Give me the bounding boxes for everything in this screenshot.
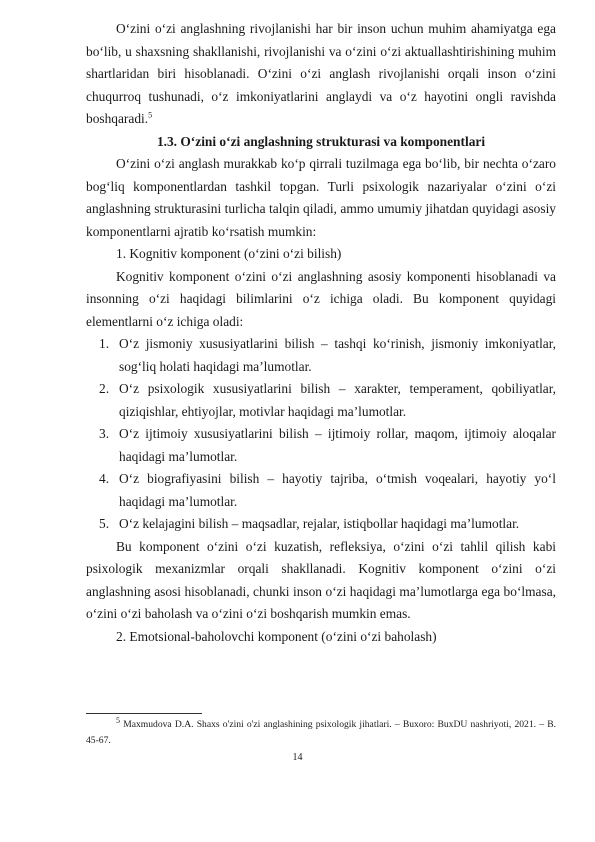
list-item-number: 2. <box>99 381 110 396</box>
list-item-text: O‘z biografiyasini bilish – hayotiy tajriba, o‘tmish voqealari, hayotiy yo‘l haqidagi ma’lumotlar. <box>119 471 556 509</box>
list-item-text: O‘z jismoniy xususiyatlarini bilish – tashqi ko‘rinish, jismoniy imkoniyatlar, sog‘liq holati haqidagi ma’lumotlar. <box>119 336 556 374</box>
section-heading: 1.3. O‘zini o‘zi anglashning strukturasi va komponentlari <box>156 133 486 149</box>
page-body <box>86 18 556 648</box>
footnote-divider <box>86 713 202 714</box>
list-item <box>86 468 556 513</box>
footnote-marker: 5 <box>116 715 120 725</box>
footnote <box>86 717 556 749</box>
subheading-cognitive: 1. Kognitiv komponent (o‘zini o‘zi bilish) <box>116 246 342 261</box>
list-item <box>86 423 556 468</box>
list-item <box>86 513 556 536</box>
list-item-number: 1. <box>99 336 110 351</box>
paragraph-structure: O‘zini o‘zi anglash murakkab ko‘p qirrali tuzilmaga ega bo‘lib, bir nechta o‘zaro bog‘liq komponentlardan tashkil topgan. Turli psixologik nazariyalar o‘zini o‘zi anglashning strukturasini turlicha talqin qiladi, ammo umumiy jihatdan quyidagi asosiy komponentlarni ajratib ko‘rsatish mumkin: <box>86 156 556 239</box>
paragraph-intro-text: O‘zini o‘zi anglashning rivojlanishi har bir inson uchun muhim ahamiyatga ega bo‘lib, u shaxsning shakllanishi, rivojlanishi va o‘zini o‘zi aktuallashtirishining muhim shartlaridan biri hisoblanadi. O‘zini o‘zi anglash rivojlanishi orqali inson o‘zini chuqurroq tushunadi, o‘z imkoniyatlarini anglaydi va o‘z hayotini ongli ravishda boshqaradi. <box>86 21 556 126</box>
list-item-number: 5. <box>99 516 110 531</box>
list-item-text: O‘z psixologik xususiyatlarini bilish – xarakter, temperament, qobiliyatlar, qiziqishlar, ehtiyojlar, motivlar haqidagi ma’lumotlar. <box>119 381 556 419</box>
paragraph-intro <box>86 18 556 131</box>
paragraph-cognitive: Kognitiv komponent o‘zini o‘zi anglashning asosiy komponenti hisoblanadi va insonning o‘zi haqidagi bilimlarini o‘z ichiga oladi. Bu komponent quyidagi elementlarni o‘z ichiga oladi: <box>86 268 556 329</box>
subheading-emotional: 2. Emotsional-baholovchi komponent (o‘zini o‘zi baholash) <box>116 628 437 644</box>
paragraph-mechanisms: Bu komponent o‘zini o‘zi kuzatish, refleksiya, o‘zini o‘zi tahlil qilish kabi psixologik mexanizmlar orqali shakllanadi. Kognitiv komponent o‘zini o‘zi anglashning asosi hisoblanadi, chunki inson o‘zi haqidagi ma’lumotlarga ega bo‘lmasa, o‘zini o‘zi baholash va o‘zini o‘zi boshqarish mumkin emas. <box>86 538 556 621</box>
footnote-text: Maxmudova D.A. Shaxs o'zini o'zi anglashining psixologik jihatlari. – Buxoro: BuxDU nashriyoti, 2021. – B. 45-67. <box>86 719 556 746</box>
footnote-reference[interactable]: 5 <box>148 110 153 120</box>
list-item-text: O‘z kelajagini bilish – maqsadlar, rejalar, istiqbollar haqidagi ma’lumotlar. <box>119 516 520 531</box>
list-item-number: 4. <box>99 471 110 486</box>
list-item-number: 3. <box>99 426 110 441</box>
page-number: 14 <box>292 752 303 763</box>
list-item-text: O‘z ijtimoiy xususiyatlarini bilish – ijtimoiy rollar, maqom, ijtimoiy aloqalar haqidagi ma’lumotlar. <box>119 426 556 464</box>
list-item <box>86 378 556 423</box>
numbered-list <box>86 333 556 536</box>
list-item <box>86 333 556 378</box>
